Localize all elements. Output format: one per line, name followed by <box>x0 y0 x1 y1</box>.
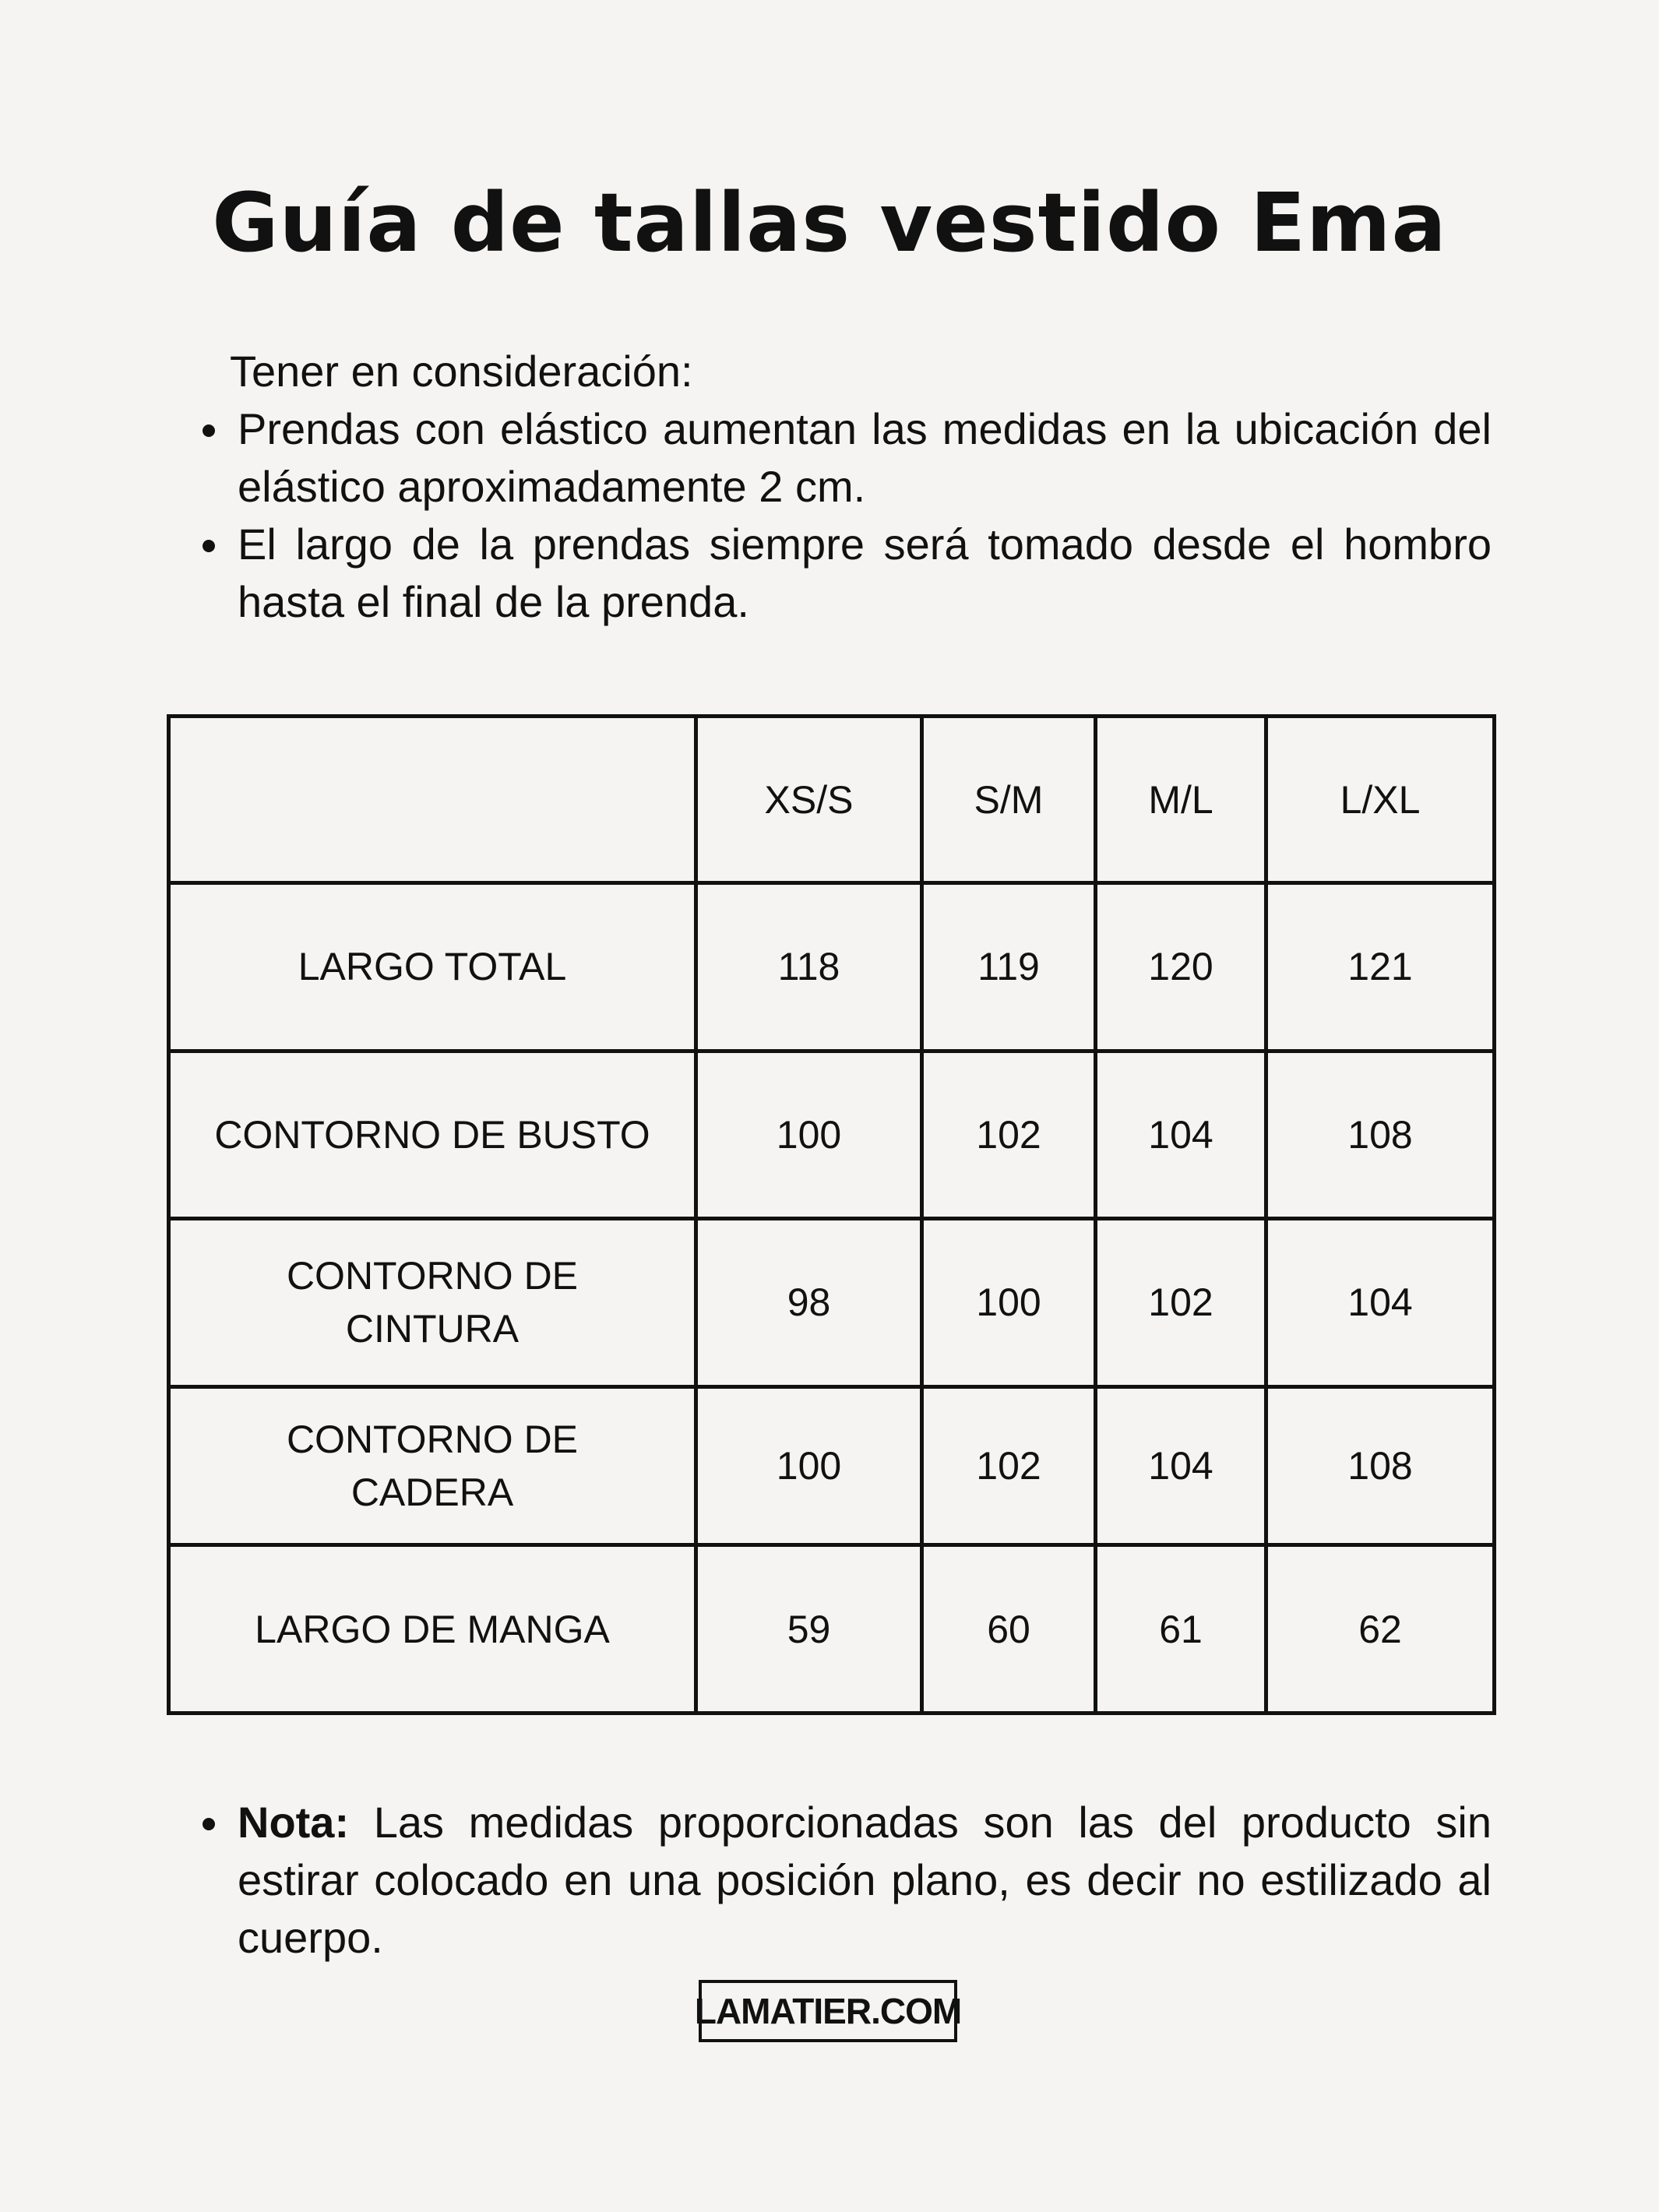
row-label: LARGO TOTAL <box>169 883 696 1051</box>
cell-value: 118 <box>696 883 922 1051</box>
cell-value: 102 <box>922 1051 1096 1219</box>
cell-value: 121 <box>1266 883 1495 1051</box>
consideration-item: Prendas con elástico aumentan las medidas en la ubicación del elástico aproximadamente 2 cm. <box>195 400 1492 516</box>
table-row <box>169 1386 1495 1545</box>
row-label: CONTORNO DE BUSTO <box>169 1051 696 1219</box>
page-title: Guía de tallas vestido Ema <box>212 175 1447 270</box>
note-text: Las medidas proporcionadas son las del producto sin estirar colocado en una posición plano, es decir no estilizado al cuerpo. <box>238 1798 1492 1962</box>
cell-value: 102 <box>1096 1219 1266 1387</box>
cell-value: 100 <box>696 1386 922 1545</box>
cell-value: 62 <box>1266 1545 1495 1714</box>
cell-value: 100 <box>922 1219 1096 1387</box>
column-header-xs-s: XS/S <box>696 717 922 883</box>
size-table <box>167 714 1496 1715</box>
cell-value: 108 <box>1266 1386 1495 1545</box>
cell-value: 104 <box>1096 1386 1266 1545</box>
cell-value: 104 <box>1096 1051 1266 1219</box>
cell-value: 102 <box>922 1386 1096 1545</box>
consideration-item: El largo de la prendas siempre será tomado desde el hombro hasta el final de la prenda. <box>195 516 1492 631</box>
brand-logo: LAMATIER.COM <box>699 1980 957 2042</box>
row-label: CONTORNO DE CADERA <box>169 1386 696 1545</box>
cell-value: 98 <box>696 1219 922 1387</box>
note-label: Nota: <box>238 1798 350 1847</box>
column-header-s-m: S/M <box>922 717 1096 883</box>
cell-value: 120 <box>1096 883 1266 1051</box>
cell-value: 60 <box>922 1545 1096 1714</box>
table-row <box>169 1219 1495 1387</box>
consideration-lead: Tener en consideración: <box>230 347 693 396</box>
cell-value: 100 <box>696 1051 922 1219</box>
column-header-l-xl: L/XL <box>1266 717 1495 883</box>
table-row <box>169 1545 1495 1714</box>
table-row <box>169 883 1495 1051</box>
cell-value: 104 <box>1266 1219 1495 1387</box>
row-label: LARGO DE MANGA <box>169 1545 696 1714</box>
consideration-section <box>195 343 1492 631</box>
cell-value: 108 <box>1266 1051 1495 1219</box>
table-header-row <box>169 717 1495 883</box>
table-row <box>169 1051 1495 1219</box>
column-header-m-l: M/L <box>1096 717 1266 883</box>
cell-value: 61 <box>1096 1545 1266 1714</box>
note-item <box>195 1794 1492 1967</box>
consideration-list <box>195 400 1492 631</box>
note-section <box>195 1794 1492 1967</box>
cell-value: 119 <box>922 883 1096 1051</box>
cell-value: 59 <box>696 1545 922 1714</box>
column-header-empty <box>169 717 696 883</box>
row-label: CONTORNO DE CINTURA <box>169 1219 696 1387</box>
